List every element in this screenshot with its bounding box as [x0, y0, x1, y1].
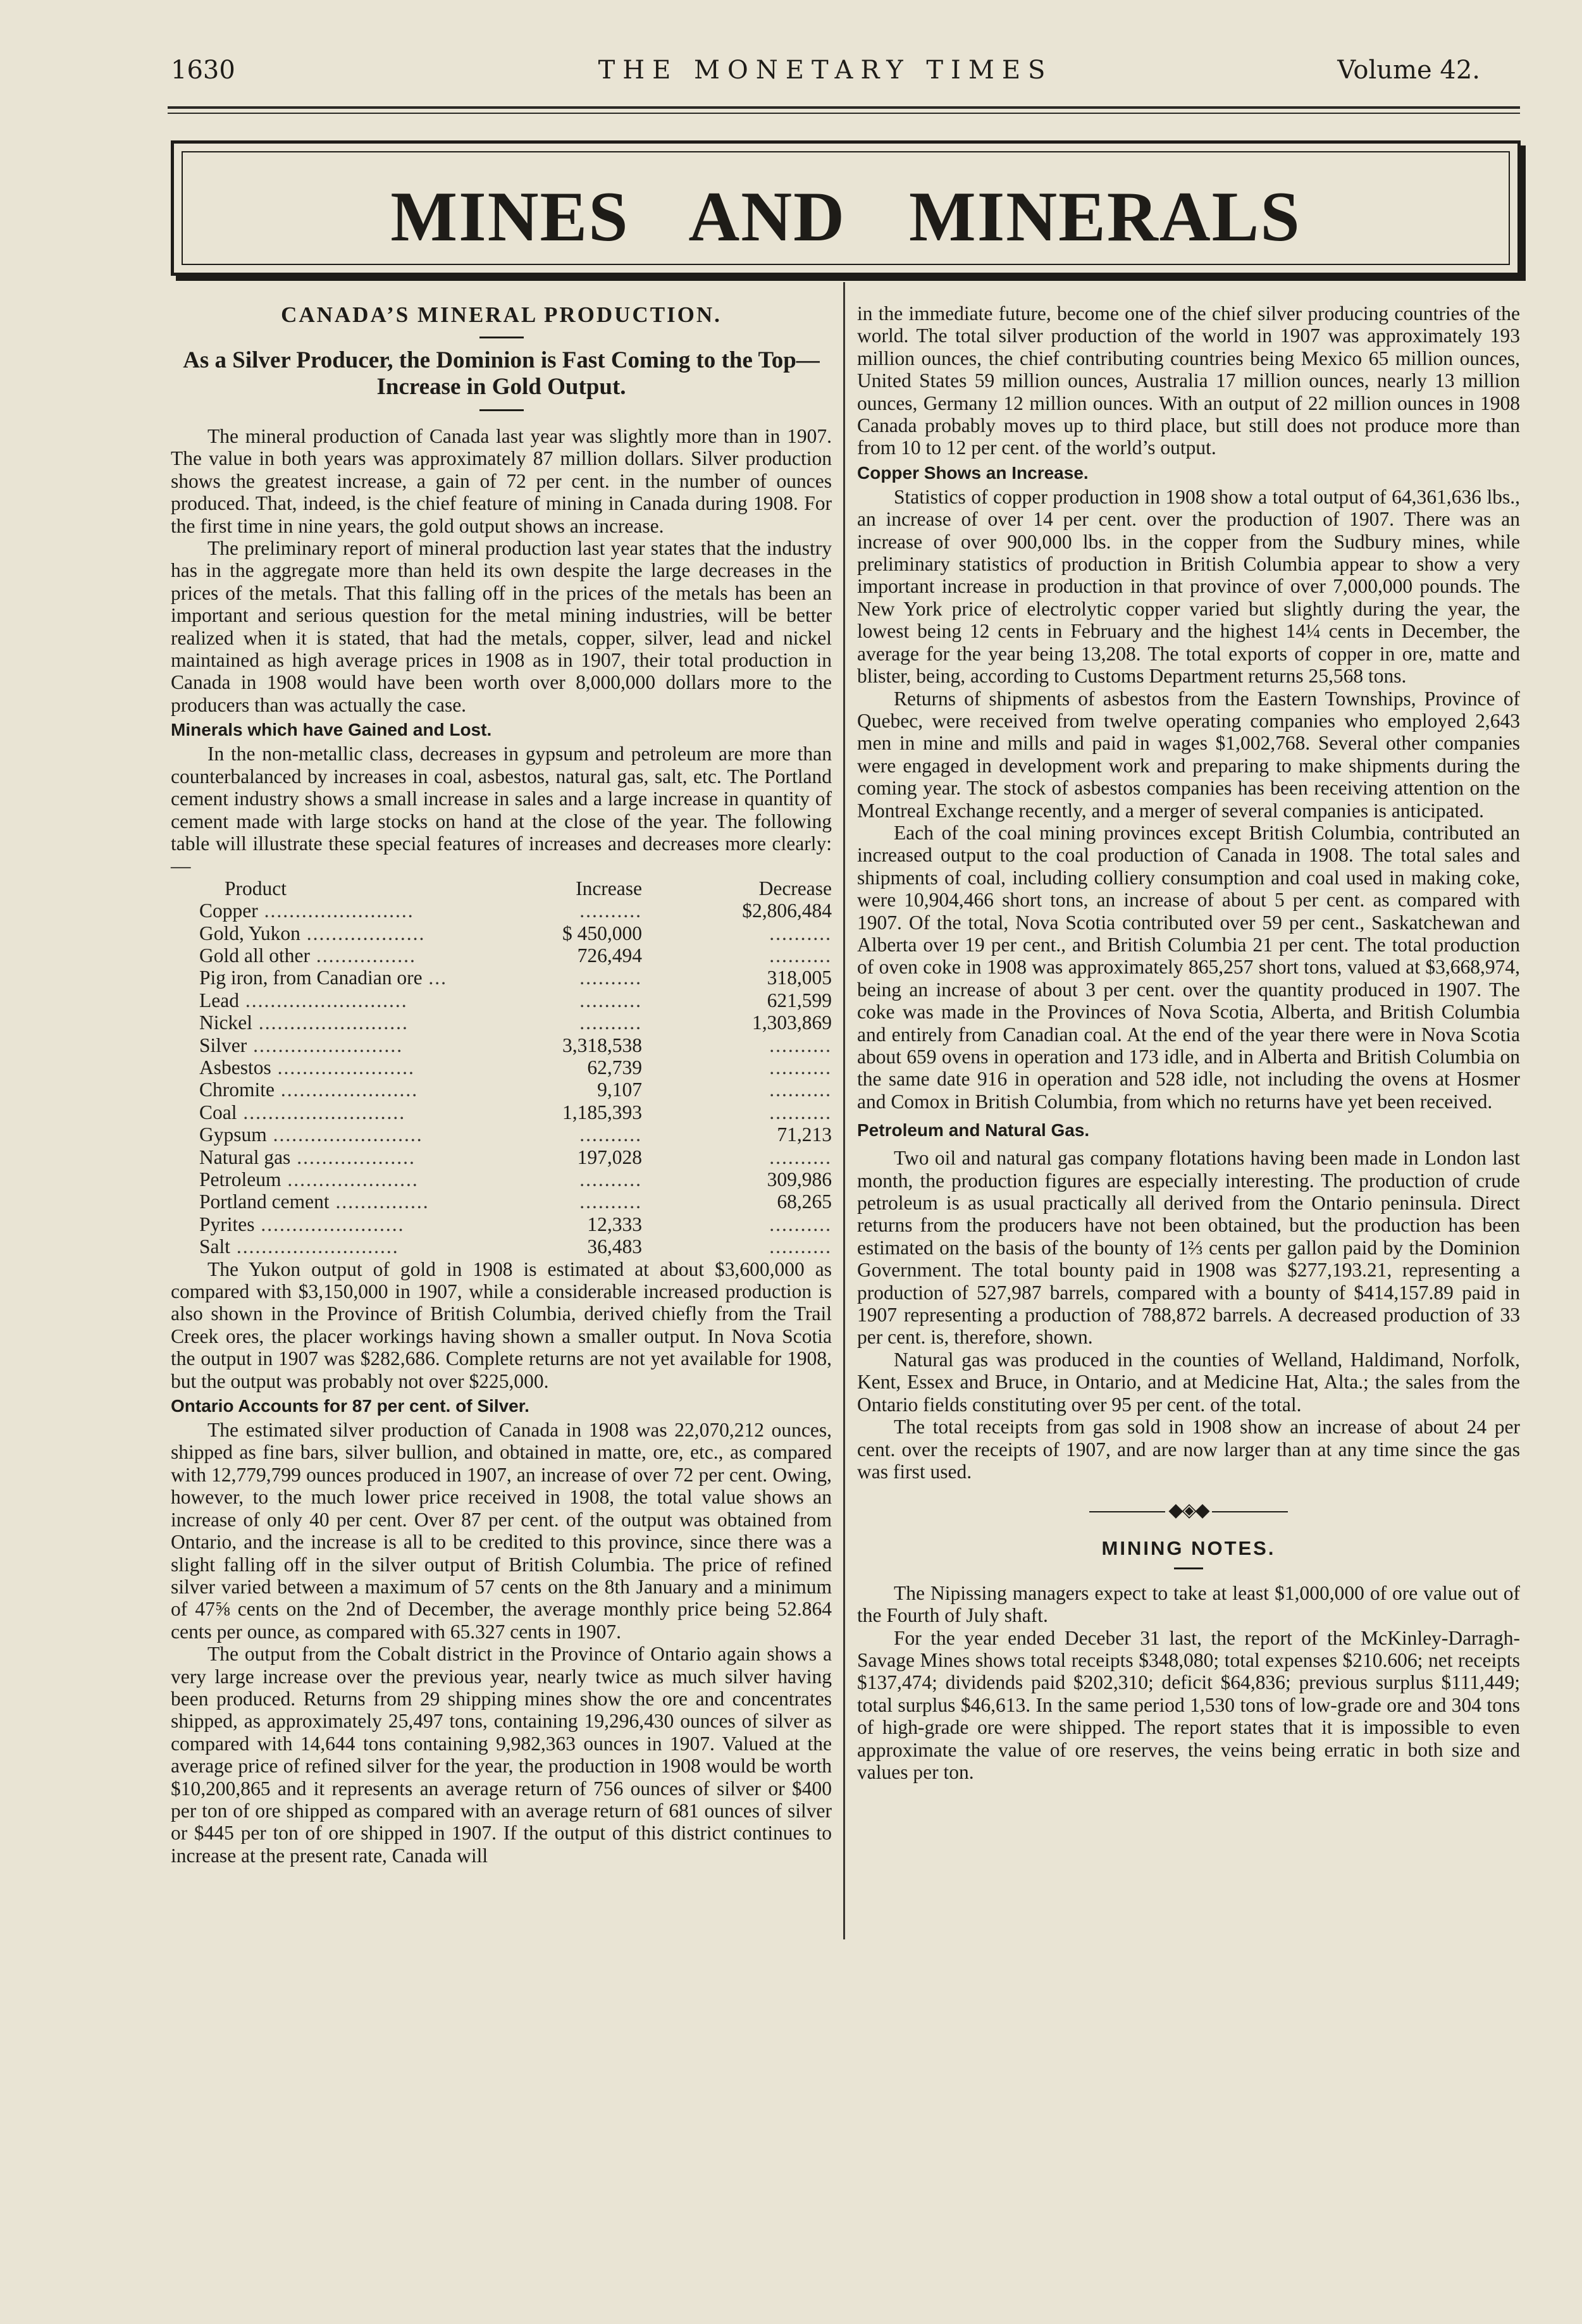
table-cell: Gypsum ........................ [199, 1123, 423, 1146]
table-header-cell: Increase [576, 877, 642, 899]
banner-inner-frame [182, 151, 1510, 265]
banner-box [171, 140, 1521, 276]
table-cell: .......... [579, 967, 642, 989]
table-cell: 197,028 [577, 1146, 642, 1168]
left-column [171, 302, 832, 1867]
table-cell: Silver ........................ [199, 1034, 404, 1056]
table-row [199, 989, 832, 1011]
article-title: CANADA’S MINERAL PRODUCTION. [281, 302, 722, 327]
table-cell: .......... [769, 1079, 832, 1101]
table-cell: .......... [769, 1056, 832, 1079]
paragraph: The Yukon output of gold in 1908 is estimated at about $3,600,000 as compared with $3,150,000 in 1907, while a considerable increased production is also shown in the Province of British Columbia, derived chiefly from the Trail Creek ores, the placer workings having shown a smaller output. In Nova Scotia the output in 1907 was $282,686. Complete returns are not yet available for 1908, but the output was probably not over $225,000. [171, 1258, 832, 1392]
table-cell: .......... [769, 1235, 832, 1258]
column-divider [843, 282, 845, 1939]
table-cell: Asbestos ...................... [199, 1056, 415, 1079]
paragraph: The mineral production of Canada last year was slightly more than in 1907. The value in both years was approximately 87 million dollars. Silver production shows the greatest increase, a gain of 72 per cent. in the number of ounces produced. That, indeed, is the chief feature of mining in Canada during 1908. For the first time in nine years, the gold output shows an increase. [171, 425, 832, 537]
table-cell: .......... [769, 922, 832, 944]
table-cell: .......... [579, 1168, 642, 1190]
paragraph: The Nipissing managers expect to take at least $1,000,000 of ore value out of the Fourth of July shaft. [857, 1581, 1520, 1627]
table-cell: Coal .......................... [199, 1101, 406, 1123]
table-row [199, 922, 832, 944]
table-cell: .......... [769, 1101, 832, 1123]
paragraph: Natural gas was produced in the counties of Welland, Haldimand, Norfolk, Kent, Essex and Bruce, in Ontario, and at Medicine Hat, Alta.; the sales from the Ontario fields constituting over 95 per cent. of the total. [857, 1348, 1520, 1416]
paragraph: For the year ended Deceber 31 last, the report of the McKinley-Darragh-Savage Mines shows total receipts $348,080; total expenses $210.606; net receipts $137,474; dividends paid $202,310; deficit $64,836; previous surplus $111,449; total surplus $46,613. In the same period 1,530 tons of low-grade ore and 304 tons of high-grade ore were shipped. The report states that it is impossible to even approximate the value of ore reserves, the veins being erratic in both size and values per ton. [857, 1626, 1520, 1783]
table-cell: Natural gas ................... [199, 1146, 416, 1168]
table-cell: Pig iron, from Canadian ore ... [199, 967, 448, 989]
table-row [199, 1235, 832, 1258]
section-ornament: ◆◈◆ [857, 1499, 1520, 1521]
table-cell: .......... [579, 1190, 642, 1213]
table-cell: 62,739 [587, 1056, 642, 1079]
banner-title: MINES AND MINERALS [390, 178, 1301, 256]
subtitle-rule [479, 409, 524, 411]
table-header-cell: Decrease [758, 877, 832, 899]
table-cell: 1,303,869 [752, 1011, 832, 1034]
table-cell: .......... [769, 1034, 832, 1056]
paragraph: The estimated silver production of Canada in 1908 was 22,070,212 ounces, shipped as fine bars, silver bullion, and obtained in matte, ore, etc., as compared with 12,779,799 ounces produced in 1907, an increase of over 72 per cent. Owing, however, to the much lower price received in 1908, the total value shows an increase of only 40 per cent. Over 87 per cent. of the output was obtained from Ontario, and the increase is all to be credited to this province, since there was a slight falling off in the silver output of British Columbia. The price of refined silver varied between a maximum of 57 cents on the 8th January and a minimum of 47⅝ cents on the 2nd of December, the average monthly price being 52.864 cents per ounce, as compared with 65.327 cents in 1907. [171, 1419, 832, 1643]
table-header-cell: Product [225, 877, 287, 899]
table-cell: 9,107 [597, 1079, 642, 1101]
table-row [199, 1190, 832, 1213]
paragraph: The preliminary report of mineral production last year states that the industry has in the aggregate more than held its own despite the large decreases in the prices of the metals. That this falling off in the prices of the metals has been an important and serious question for the metal mining industries, will be better realized when it is stated, that had the metals, copper, silver, lead and nickel maintained as high average prices in 1908 as in 1907, their total production in Canada in 1908 would have been worth over 8,000,000 dollars more to the producers than was actually the case. [171, 537, 832, 716]
table-cell: Gold, Yukon ................... [199, 922, 426, 944]
table-row [199, 967, 832, 989]
table-cell: Salt .......................... [199, 1235, 399, 1258]
table-cell: 318,005 [767, 967, 832, 989]
table-row [199, 944, 832, 967]
table-cell: 3,318,538 [562, 1034, 642, 1056]
title-rule [479, 337, 524, 338]
article-subtitle: As a Silver Producer, the Dominion is Fast Coming to the Top—Increase in Gold Output. [183, 347, 820, 400]
table-cell: .......... [579, 1011, 642, 1034]
paragraph: in the immediate future, become one of the chief silver producing countries of the world. The total silver production of the world in 1907 was approximately 193 million ounces, the chief contributing countries being Mexico 65 million ounces, United States 59 million ounces, Australia 17 million ounces, nearly 13 million ounces, Germany 12 million ounces. With an output of 22 million ounces in 1908 Canada probably moves up to third place, but still does not produce more than from 10 to 12 per cent. of the world’s output. [857, 302, 1520, 459]
volume-label: Volume 42. [1337, 56, 1480, 85]
production-table [199, 877, 832, 1258]
right-column [857, 302, 1520, 1783]
subhead-petroleum: Petroleum and Natural Gas. [857, 1120, 1090, 1140]
table-cell: Gold all other ................ [199, 944, 416, 967]
table-cell: Chromite ...................... [199, 1079, 419, 1101]
paragraph: Two oil and natural gas company flotations having been made in London last month, the production figures are especially interesting. The production of crude petroleum is as usual practically all derived from the Ontario peninsula. Direct returns from the producers have not been obtained, but the production has been estimated on the basis of the bounty of 1⅔ cents per gallon paid by the Dominion Government. The total bounty paid in 1908 was $277,193.21, representing a production of 527,987 barrels, compared with a bounty of $414,157.89 paid in 1907 representing a production of 788,872 barrels. A decreased production of 33 per cent. is, therefore, shown. [857, 1147, 1520, 1349]
table-cell: .......... [769, 1146, 832, 1168]
table-cell: Portland cement ............... [199, 1190, 429, 1213]
table-cell: Copper ........................ [199, 899, 414, 922]
table-cell: 1,185,393 [562, 1101, 642, 1123]
subhead-ontario: Ontario Accounts for 87 per cent. of Silver. [171, 1396, 529, 1416]
table-cell: .......... [579, 989, 642, 1011]
publication-title: THE MONETARY TIMES [598, 56, 1053, 85]
table-cell: 71,213 [777, 1123, 832, 1146]
table-row [199, 1213, 832, 1235]
table-row [199, 1168, 832, 1190]
table-cell: $2,806,484 [742, 899, 832, 922]
table-row [199, 1123, 832, 1146]
subhead-gained-lost: Minerals which have Gained and Lost. [171, 720, 492, 740]
table-cell: 621,599 [767, 989, 832, 1011]
table-cell: .......... [579, 1123, 642, 1146]
paragraph: Statistics of copper production in 1908 show a total output of 64,361,636 lbs., an increase of over 14 per cent. over the production of 1907. There was an increase of over 900,000 lbs. in the copper from the Sudbury mines, while preliminary statistics of production in British Columbia appear to show a very important increase in production in that province of over 7,000,000 pounds. The New York price of electrolytic copper varied but slightly during the year, the lowest being 12 cents in February and the highest 14¼ cents in December, the average for the year being 13,208. The total exports of copper in ore, matte and blister, being, according to Customs Department returns 25,568 tons. [857, 485, 1520, 688]
notes-rule [1174, 1567, 1203, 1569]
header-rule-thin [168, 113, 1520, 114]
table-cell: 36,483 [587, 1235, 642, 1258]
header-rule [168, 106, 1520, 109]
paragraph: Each of the coal mining provinces except British Columbia, contributed an increased output to the coal production of Canada in 1908. The total sales and shipments of coal, including colliery consumption and coal used in making coke, were 10,904,466 short tons, an increase of about 5 per cent. as compared with 1907. Of the total, Nova Scotia contributed over 59 per cent., Saskatchewan and Alberta over 19 per cent., and British Columbia 21 per cent. The total production of oven coke in 1908 was approximately 865,257 short tons, valued at $3,668,974, being an increase of about 3 per cent. over the quantity produced in 1907. The coke was made in the Provinces of Nova Scotia, Alberta, and British Columbia and entirely from Canadian coal. At the end of the year there were in Nova Scotia about 659 ovens in operation and 173 idle, and in Alberta and British Columbia on the same date 916 in operation and 528 idle, not including the ovens at Hosmer and Comox in British Columbia, from which no returns have yet been received. [857, 821, 1520, 1113]
table-row [199, 1146, 832, 1168]
table-cell: Nickel ........................ [199, 1011, 409, 1034]
table-header-row [199, 877, 832, 899]
paragraph: The total receipts from gas sold in 1908 show an increase of about 24 per cent. over the receipts of 1907, and are now larger than at any time since the gas was first used. [857, 1416, 1520, 1483]
table-body [199, 899, 832, 1258]
page-header [171, 56, 1480, 94]
table-cell: .......... [769, 944, 832, 967]
table-cell: Lead .......................... [199, 989, 408, 1011]
table-cell: Pyrites ....................... [199, 1213, 405, 1235]
table-row [199, 1011, 832, 1034]
subhead-copper: Copper Shows an Increase. [857, 462, 1089, 483]
table-cell: $ 450,000 [562, 922, 642, 944]
page-number: 1630 [171, 56, 235, 85]
table-cell: .......... [579, 899, 642, 922]
table-cell: 68,265 [777, 1190, 832, 1213]
table-row [199, 1101, 832, 1123]
paragraph: In the non-metallic class, decreases in gypsum and petroleum are more than counterbalanced by increases in coal, asbestos, natural gas, salt, etc. The Portland cement industry shows a small increase in sales and a large increase in quantity of cement made with large stocks on hand at the close of the year. The following table will illustrate these special features of increases and decreases more clearly:— [171, 743, 832, 877]
table-cell: .......... [769, 1213, 832, 1235]
mining-notes-title: MINING NOTES. [1101, 1536, 1276, 1559]
table-cell: 12,333 [587, 1213, 642, 1235]
table-row [199, 1034, 832, 1056]
table-cell: Petroleum ..................... [199, 1168, 419, 1190]
paragraph: Returns of shipments of asbestos from the Eastern Townships, Province of Quebec, were received from twelve operating companies who employed 2,643 men in mine and mills and paid in wages $1,002,768. Several other companies were engaged in development work and preparing to make shipments during the coming year. The stock of asbestos companies has been receiving attention on the Montreal Exchange recently, and a merger of several companies is anticipated. [857, 687, 1520, 822]
table-cell: 309,986 [767, 1168, 832, 1190]
table-row [199, 899, 832, 922]
table-row [199, 1079, 832, 1101]
table-cell: 726,494 [577, 944, 642, 967]
table-row [199, 1056, 832, 1079]
paragraph: The output from the Cobalt district in the Province of Ontario again shows a very large increase over the previous year, nearly twice as much silver having been produced. Returns from 29 shipping mines show the ore and concentrates shipped, as approximately 25,497 tons, containing 19,296,430 ounces of silver as compared with 14,644 tons containing 9,982,363 ounces in 1907. Valued at the average price of refined silver for the year, the production in 1908 would be worth $10,200,865 and it represents an average return of 756 ounces of silver or $400 per ton of ore shipped as compared with an average return of 681 ounces of silver or $445 per ton of ore shipped in 1907. If the output of this district continues to increase at the present rate, Canada will [171, 1643, 832, 1867]
